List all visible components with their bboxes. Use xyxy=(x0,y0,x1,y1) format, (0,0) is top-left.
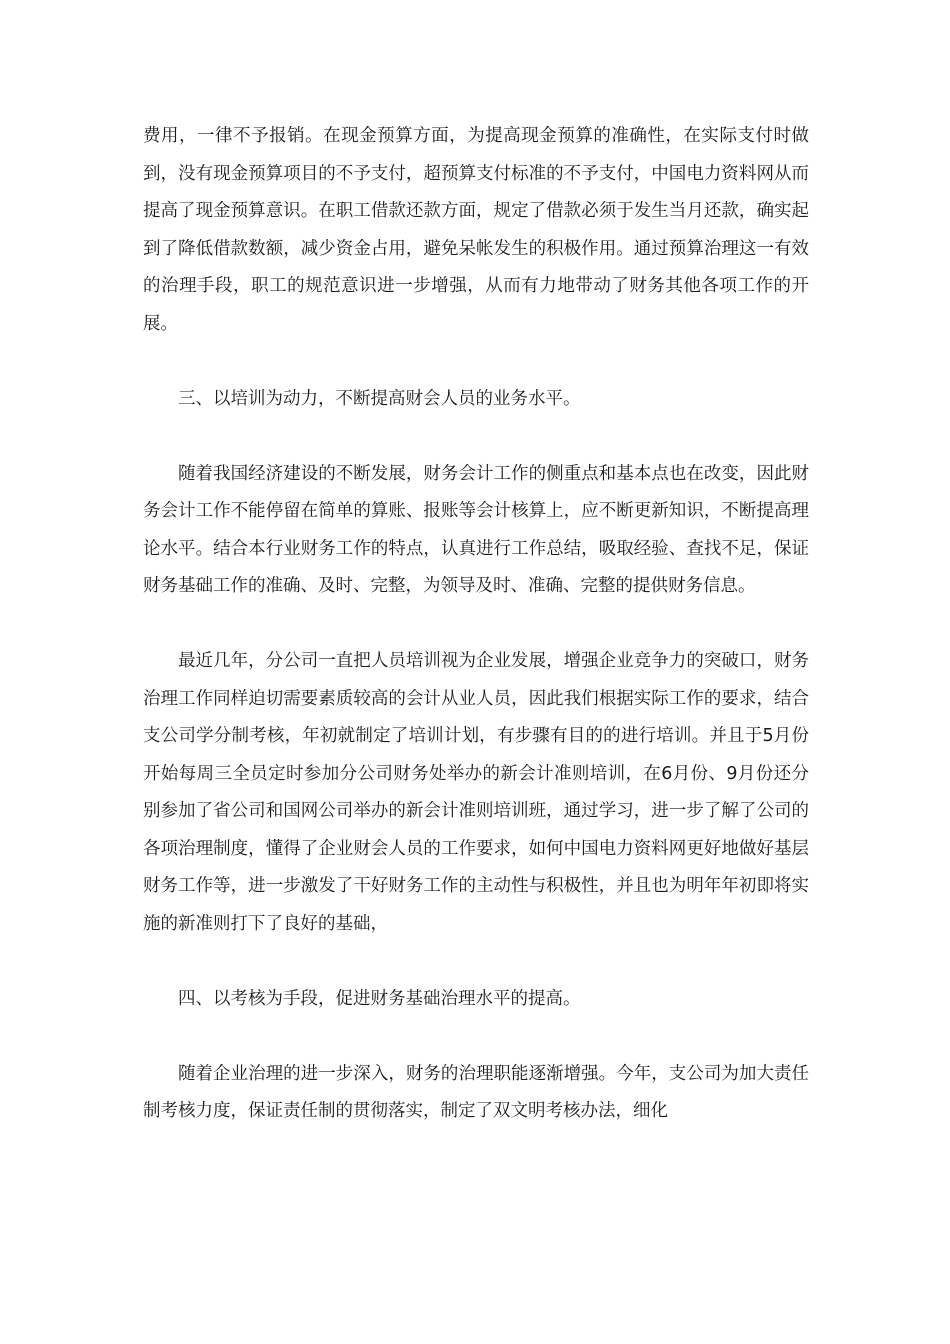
paragraph-budget-continuation: 费用，一律不予报销。在现金预算方面，为提高现金预算的准确性，在实际支付时做到，没有现金预算项目的不予支付，超预算支付标准的不予支付，中国电力资料网从而提高了现金预算意识。在职工借款还款方面，规定了借款必须于发生当月还款，确实起到了降低借款数额，减少资金占用，避免呆帐发生的积极作用。通过预算治理这一有效的治理手段，职工的规范意识进一步增强，从而有力地带动了财务其他各项工作的开展。 xyxy=(143,126,809,334)
paragraph-assessment: 随着企业治理的进一步深入，财务的治理职能逐渐增强。今年，支公司为加大责任制考核力度，保证责任制的贯彻落实，制定了双文明考核办法，细化 xyxy=(143,1063,809,1121)
section-heading-4: 四、以考核为手段，促进财务基础治理水平的提高。 xyxy=(178,988,581,1009)
paragraph-training: 最近几年，分公司一直把人员培训视为企业发展，增强企业竞争力的突破口，财务治理工作同样迫切需要素质较高的会计从业人员，因此我们根据实际工作的要求，结合支公司学分制考核，年初就制定了培训计划，有步骤有目的的进行培训。并且于5月份开始每周三全员定时参加分公司财务处举办的新会计准则培训，在6月份、9月份还分别参加了省公司和国网公司举办的新会计准则培训班，通过学习，进一步了解了公司的各项治理制度，懂得了企业财会人员的工作要求，如何中国电力资料网更好地做好基层财务工作等，进一步激发了干好财务工作的主动性与积极性，并且也为明年年初即将实施的新准则打下了良好的基础， xyxy=(143,651,809,934)
section-heading-3: 三、以培训为动力，不断提高财会人员的业务水平。 xyxy=(178,388,581,409)
document-body xyxy=(143,118,809,1168)
paragraph-knowledge-update: 随着我国经济建设的不断发展，财务会计工作的侧重点和基本点也在改变，因此财务会计工作不能停留在简单的算账、报账等会计核算上，应不断更新知识，不断提高理论水平。结合本行业财务工作的特点，认真进行工作总结，吸取经验、查找不足，保证财务基础工作的准确、及时、完整，为领导及时、准确、完整的提供财务信息。 xyxy=(143,463,809,596)
